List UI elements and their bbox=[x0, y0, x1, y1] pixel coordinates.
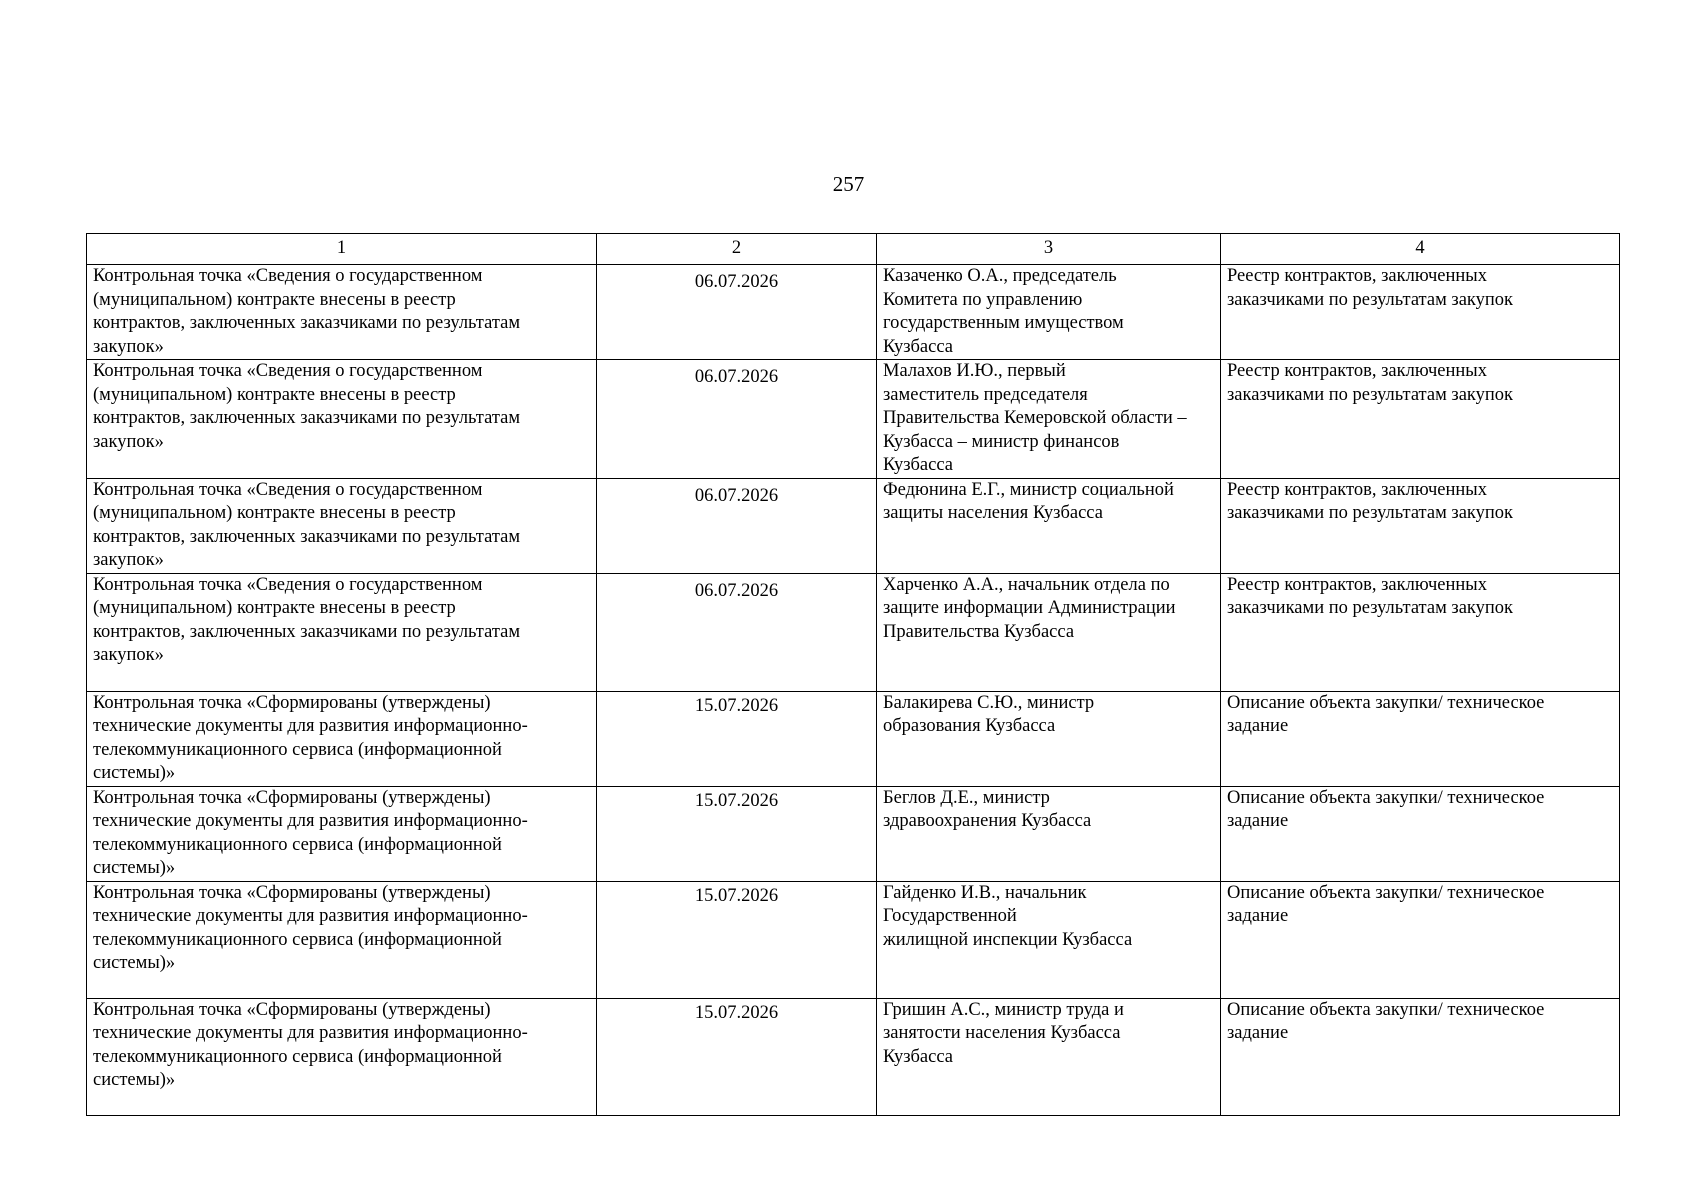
column-header-3: 3 bbox=[877, 234, 1221, 265]
control-point-text: Контрольная точка «Сформированы (утверждены) технические документы для развития информационно- телекоммуникационного сервиса (информационной системы)» bbox=[93, 999, 528, 1090]
table-row bbox=[87, 360, 1620, 479]
document-text: Реестр контрактов, заключенных заказчиками по результатам закупок bbox=[1227, 361, 1514, 405]
control-point-cell bbox=[87, 881, 597, 998]
table-row bbox=[87, 265, 1620, 360]
responsible-cell bbox=[877, 691, 1221, 786]
date-cell: 15.07.2026 bbox=[597, 786, 877, 881]
responsible-text: Гришин А.С., министр труда и занятости населения Кузбасса Кузбасса bbox=[883, 999, 1124, 1067]
date-cell: 15.07.2026 bbox=[597, 691, 877, 786]
responsible-text: Федюнина Е.Г., министр социальной защиты населения Кузбасса bbox=[883, 479, 1174, 523]
responsible-cell bbox=[877, 881, 1221, 998]
responsible-cell bbox=[877, 265, 1221, 360]
date-cell: 15.07.2026 bbox=[597, 881, 877, 998]
document-text: Описание объекта закупки/ техническое задание bbox=[1227, 692, 1545, 736]
column-header-2: 2 bbox=[597, 234, 877, 265]
control-point-cell bbox=[87, 573, 597, 691]
document-text: Описание объекта закупки/ техническое задание bbox=[1227, 999, 1545, 1043]
control-points-table bbox=[86, 233, 1620, 1116]
responsible-cell bbox=[877, 573, 1221, 691]
control-point-text: Контрольная точка «Сформированы (утверждены) технические документы для развития информационно- телекоммуникационного сервиса (информационной системы)» bbox=[93, 692, 528, 783]
date-cell: 06.07.2026 bbox=[597, 265, 877, 360]
document-text: Реестр контрактов, заключенных заказчиками по результатам закупок bbox=[1227, 574, 1514, 618]
page-number: 257 bbox=[832, 172, 865, 196]
date-cell: 06.07.2026 bbox=[597, 360, 877, 479]
document-text: Реестр контрактов, заключенных заказчиками по результатам закупок bbox=[1227, 479, 1514, 523]
control-point-text: Контрольная точка «Сведения о государственном (муниципальном) контракте внесены в реестр контрактов, заключенных заказчиками по результатам закупок» bbox=[93, 361, 521, 452]
table-header-row bbox=[87, 234, 1620, 265]
date-cell: 06.07.2026 bbox=[597, 573, 877, 691]
responsible-text: Малахов И.Ю., первый заместитель председателя Правительства Кемеровской области – Кузбасса – министр финансов Кузбасса bbox=[883, 361, 1187, 475]
document-cell bbox=[1221, 573, 1620, 691]
control-point-text: Контрольная точка «Сведения о государственном (муниципальном) контракте внесены в реестр контрактов, заключенных заказчиками по результатам закупок» bbox=[93, 574, 521, 665]
column-header-1: 1 bbox=[87, 234, 597, 265]
responsible-text: Казаченко О.А., председатель Комитета по управлению государственным имуществом Кузбасса bbox=[883, 266, 1124, 357]
responsible-text: Харченко А.А., начальник отдела по защите информации Администрации Правительства Кузбасса bbox=[883, 574, 1176, 642]
control-point-cell bbox=[87, 998, 597, 1115]
table-row bbox=[87, 881, 1620, 998]
table-row bbox=[87, 691, 1620, 786]
document-cell bbox=[1221, 691, 1620, 786]
responsible-cell bbox=[877, 786, 1221, 881]
document-text: Описание объекта закупки/ техническое задание bbox=[1227, 882, 1545, 926]
document-text: Реестр контрактов, заключенных заказчиками по результатам закупок bbox=[1227, 266, 1514, 310]
document-cell bbox=[1221, 998, 1620, 1115]
control-point-cell bbox=[87, 786, 597, 881]
table-row bbox=[87, 573, 1620, 691]
document-cell bbox=[1221, 881, 1620, 998]
document-text: Описание объекта закупки/ техническое задание bbox=[1227, 787, 1545, 831]
responsible-cell bbox=[877, 998, 1221, 1115]
responsible-text: Гайденко И.В., начальник Государственной жилищной инспекции Кузбасса bbox=[883, 882, 1133, 950]
control-point-cell bbox=[87, 360, 597, 479]
responsible-text: Балакирева С.Ю., министр образования Кузбасса bbox=[883, 692, 1095, 736]
date-cell: 15.07.2026 bbox=[597, 998, 877, 1115]
document-cell bbox=[1221, 265, 1620, 360]
document-cell bbox=[1221, 360, 1620, 479]
document-cell bbox=[1221, 478, 1620, 573]
control-point-text: Контрольная точка «Сформированы (утверждены) технические документы для развития информационно- телекоммуникационного сервиса (информационной системы)» bbox=[93, 787, 528, 878]
control-point-text: Контрольная точка «Сведения о государственном (муниципальном) контракте внесены в реестр контрактов, заключенных заказчиками по результатам закупок» bbox=[93, 479, 521, 570]
control-point-cell bbox=[87, 478, 597, 573]
responsible-cell bbox=[877, 478, 1221, 573]
responsible-cell bbox=[877, 360, 1221, 479]
table-row bbox=[87, 478, 1620, 573]
table-row bbox=[87, 998, 1620, 1115]
date-cell: 06.07.2026 bbox=[597, 478, 877, 573]
control-point-cell bbox=[87, 691, 597, 786]
column-header-4: 4 bbox=[1221, 234, 1620, 265]
document-cell bbox=[1221, 786, 1620, 881]
responsible-text: Беглов Д.Е., министр здравоохранения Кузбасса bbox=[883, 787, 1092, 831]
control-point-cell bbox=[87, 265, 597, 360]
control-point-text: Контрольная точка «Сформированы (утверждены) технические документы для развития информационно- телекоммуникационного сервиса (информационной системы)» bbox=[93, 882, 528, 973]
control-point-text: Контрольная точка «Сведения о государственном (муниципальном) контракте внесены в реестр контрактов, заключенных заказчиками по результатам закупок» bbox=[93, 266, 521, 357]
table-row bbox=[87, 786, 1620, 881]
